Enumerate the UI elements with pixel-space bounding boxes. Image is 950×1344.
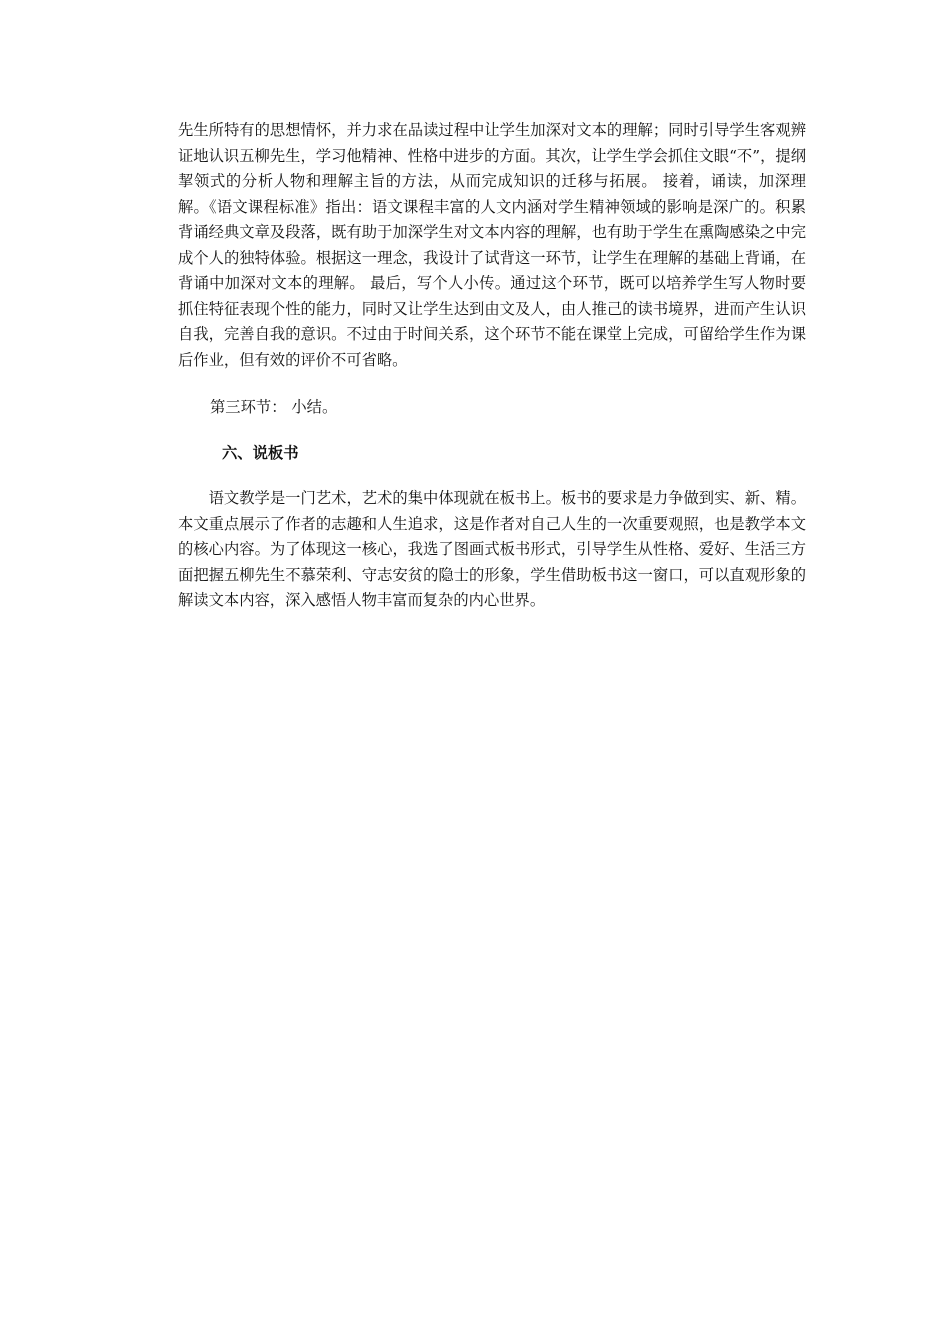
section-heading-blackboard: 六、说板书 [222, 443, 299, 462]
step-three-summary: 第三环节： 小结。 [210, 398, 338, 416]
body-paragraph-blackboard: 语文教学是一门艺术，艺术的集中体现就在板书上。板书的要求是力争做到实、新、精。本文重点展示了作者的志趣和人生追求，这是作者对自己人生的一次重要观照，也是教学本文的核心内容。为了体现这一核心，我选了图画式板书形式，引导学生从性格、爱好、生活三方面把握五柳先生不慕荣利、守志安贫的隐士的形象，学生借助板书这一窗口，可以直观形象的解读文本内容，深入感悟人物丰富而复杂的内心世界。 [178, 489, 806, 609]
body-paragraph-teaching-process: 先生所特有的思想情怀，并力求在品读过程中让学生加深对文本的理解；同时引导学生客观辨证地认识五柳先生，学习他精神、性格中进步的方面。其次，让学生学会抓住文眼“不”，提纲挈领式的分析人物和理解主旨的方法，从而完成知识的迁移与拓展。 接着，诵读，加深理解。《语文课程标准》指出：语文课程丰富的人文内涵对学生精神领域的影响是深广的。积累背诵经典文章及段落，既有助于加深学生对文本内容的理解，也有助于学生在熏陶感染之中完成个人的独特体验。根据这一理念，我设计了试背这一环节，让学生在理解的基础上背诵，在背诵中加深对文本的理解。 最后，写个人小传。通过这个环节，既可以培养学生写人物时要抓住特征表现个性的能力，同时又让学生达到由文及人，由人推己的读书境界，进而产生认识自我，完善自我的意识。不过由于时间关系，这个环节不能在课堂上完成，可留给学生作为课后作业，但有效的评价不可省略。 [178, 121, 806, 369]
document-page [178, 118, 806, 614]
